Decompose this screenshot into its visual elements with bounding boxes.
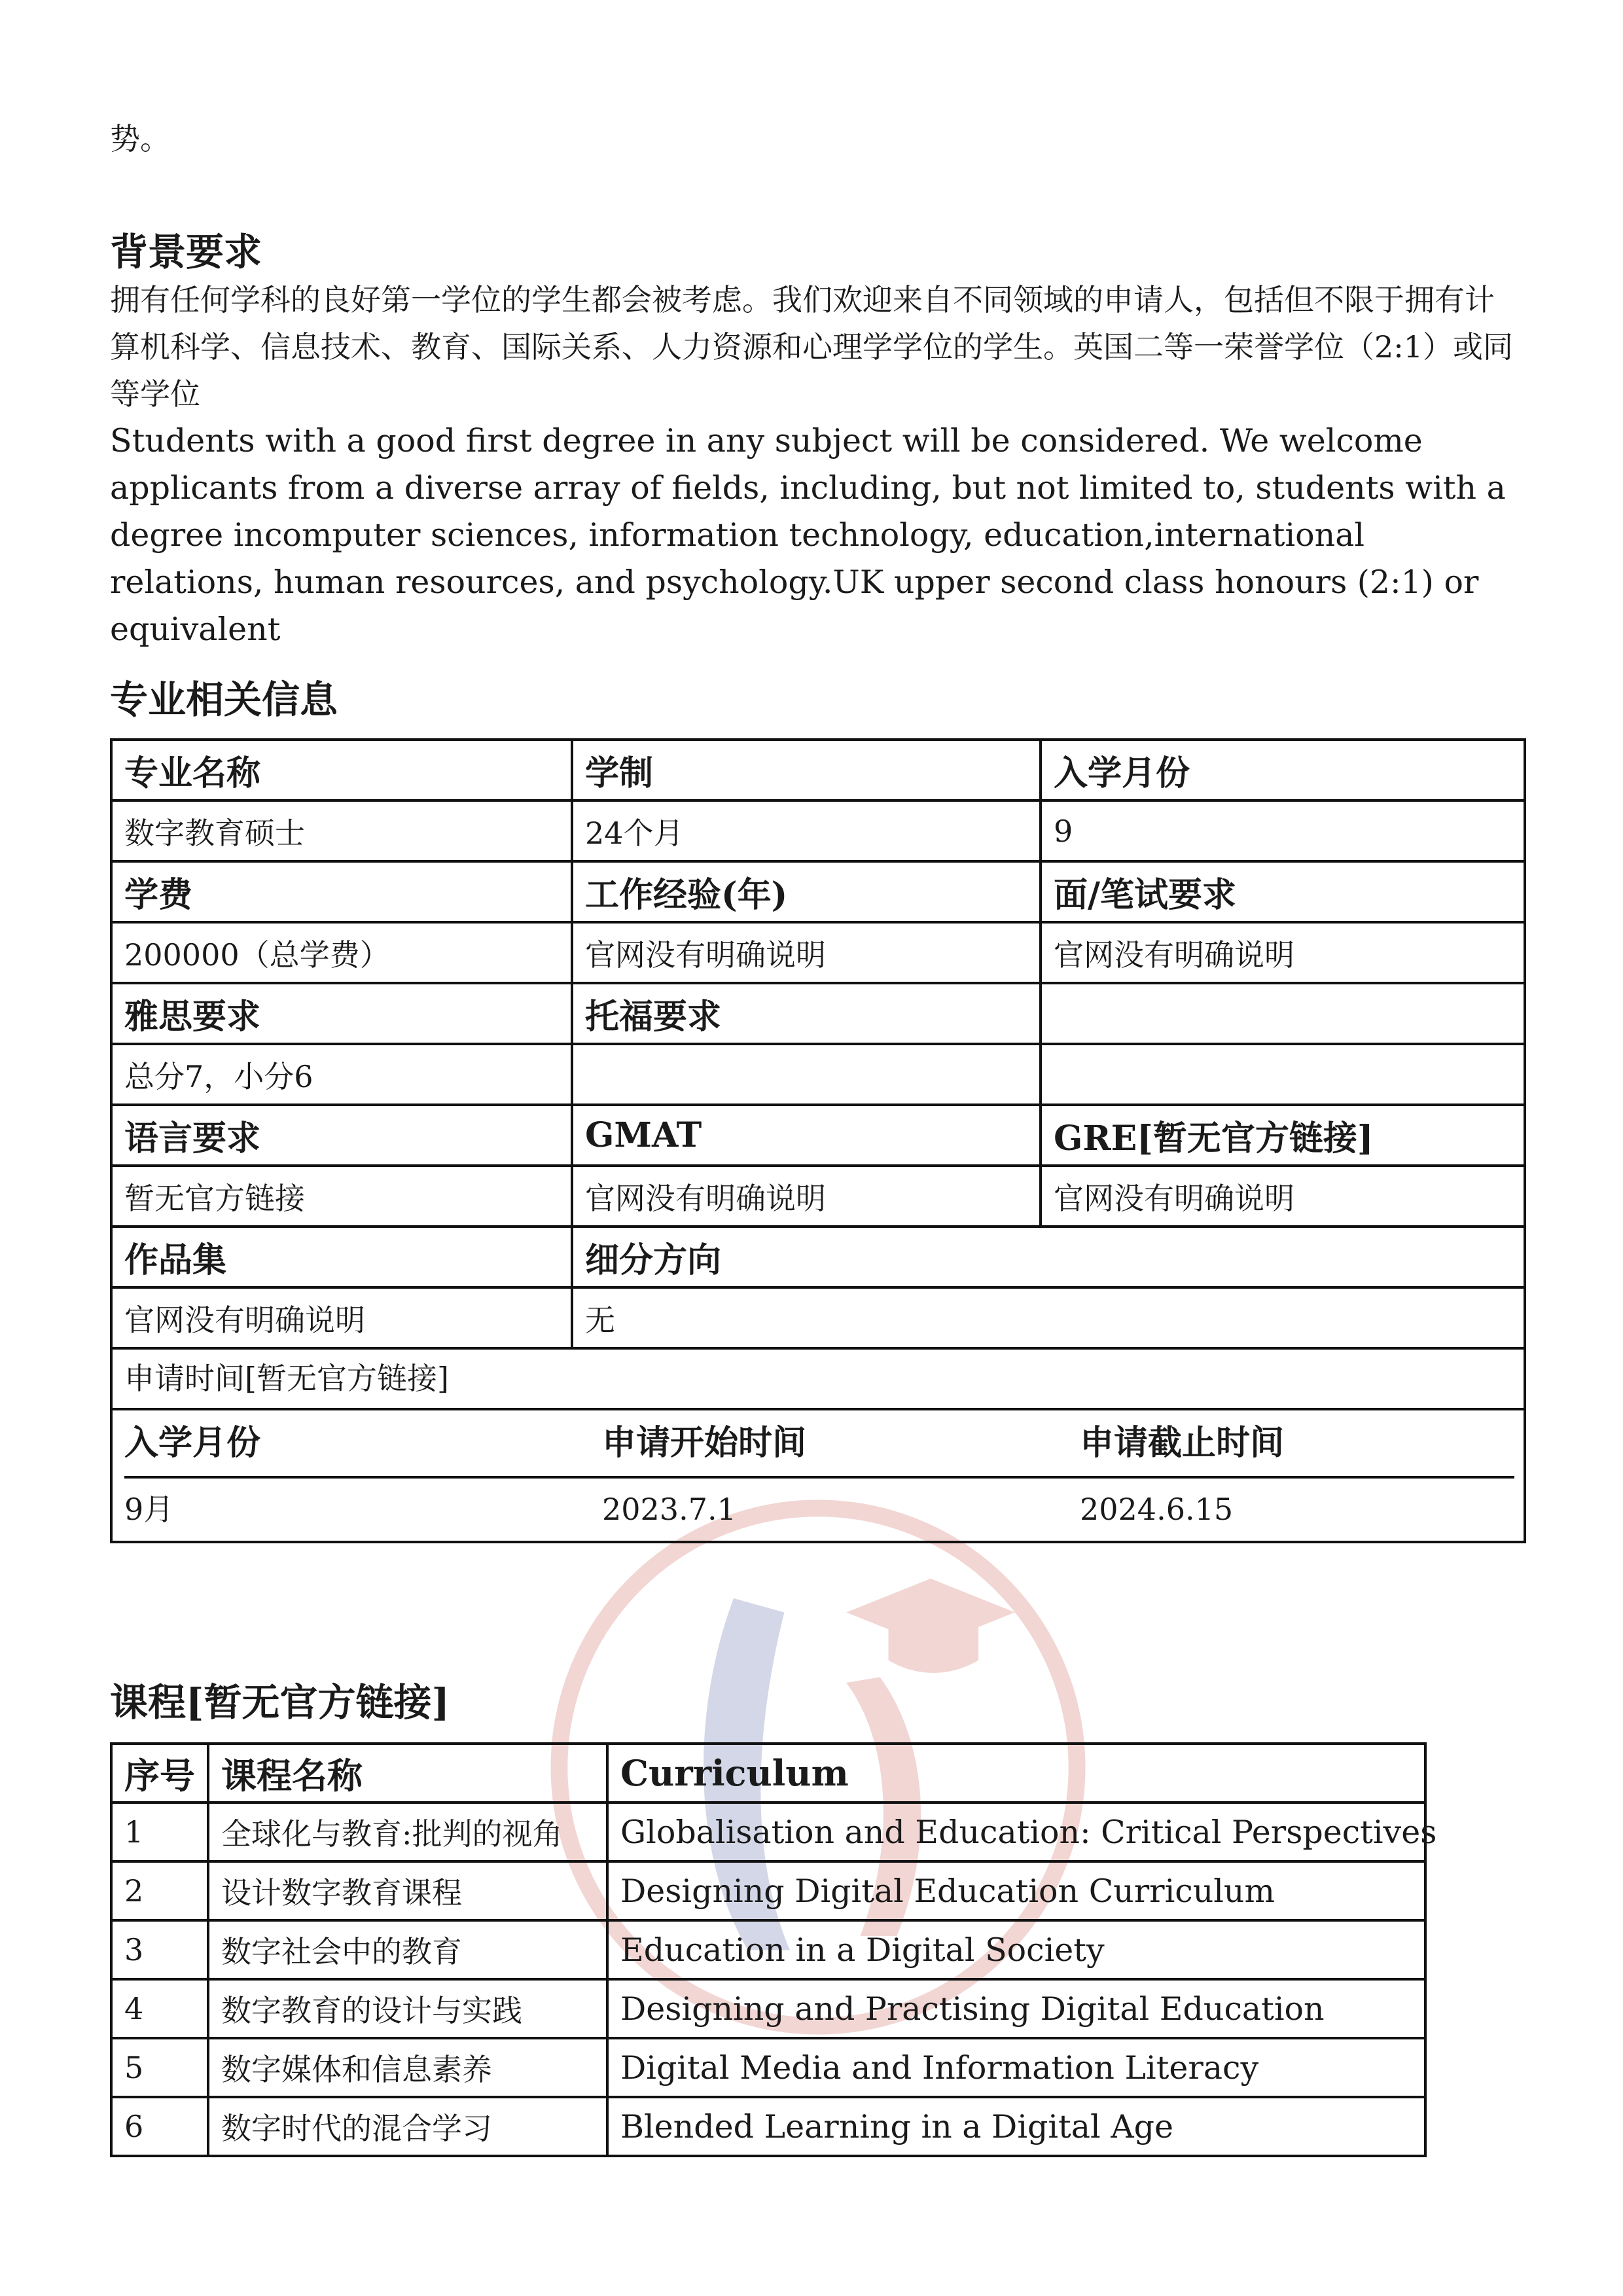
course-index: 1 [111,1803,208,1861]
apply-value: 2023.7.1 [602,1492,736,1527]
curriculum-header: 课程名称 [208,1744,607,1803]
course-name-cn: 设计数字教育课程 [208,1861,607,1920]
info-row [111,1044,1525,1105]
curriculum-header-row [111,1744,1425,1803]
apply-value: 9月 [124,1492,174,1527]
info-cell [1041,983,1525,1044]
course-name-en: Designing Digital Education Curriculum [607,1861,1425,1920]
info-row [111,1227,1525,1287]
course-index: 2 [111,1861,208,1920]
info-cell: 数字教育硕士 [111,800,572,861]
info-cell: 官网没有明确说明 [572,922,1041,983]
curriculum-row [111,1803,1425,1861]
info-row [111,1166,1525,1227]
info-row [111,1287,1525,1348]
info-cell [1041,1044,1525,1105]
info-row [111,922,1525,983]
info-cell [572,1044,1041,1105]
info-cell: 学制 [572,740,1041,800]
info-cell: 托福要求 [572,983,1041,1044]
background-heading: 背景要求 [110,230,262,274]
course-name-cn: 数字时代的混合学习 [208,2097,607,2156]
info-cell: 语言要求 [111,1105,572,1166]
curriculum-row [111,2038,1425,2097]
info-cell: 入学月份 [1041,740,1525,800]
apply-time-cell [111,1348,1525,1542]
course-name-cn: 数字媒体和信息素养 [208,2038,607,2097]
info-row [111,1105,1525,1166]
course-name-en: Digital Media and Information Literacy [607,2038,1425,2097]
apply-header: 入学月份 [124,1410,602,1479]
curriculum-header: 序号 [111,1744,208,1803]
info-cell: 面/笔试要求 [1041,861,1525,922]
course-name-en: Designing and Practising Digital Education [607,1979,1425,2038]
apply-time-row [111,1348,1525,1542]
info-row [111,983,1525,1044]
info-cell: 9 [1041,800,1525,861]
info-cell: GMAT [572,1105,1041,1166]
info-cell: 工作经验(年) [572,861,1041,922]
program-info-heading: 专业相关信息 [110,677,338,722]
info-cell: 官网没有明确说明 [1041,922,1525,983]
apply-header: 申请开始时间 [602,1410,1080,1479]
background-text-en: Students with a good first degree in any subject will be considered. We welcome applicants from a diverse array of fields, including, but not limited to, students with a degree incomputer sciences, information technology, education,international relations, human resources, and psychology.UK upper second class honours (2:1) or equivalent [110,422,1506,648]
info-row [111,861,1525,922]
program-info-table [110,738,1526,1543]
top-text-fragment: 势。 [110,121,170,156]
curriculum-table [110,1742,1437,2157]
info-cell: 总分7，小分6 [111,1044,572,1105]
info-cell: GRE[暂无官方链接] [1041,1105,1525,1166]
info-row [111,740,1525,800]
apply-value: 2024.6.15 [1080,1492,1234,1527]
course-name-cn: 全球化与教育:批判的视角 [208,1803,607,1861]
course-name-cn: 数字社会中的教育 [208,1920,607,1979]
curriculum-heading: 课程[暂无官方链接] [110,1680,450,1725]
info-cell: 学费 [111,861,572,922]
portfolio-label: 作品集 [111,1227,572,1287]
apply-time-title: 申请时间[暂无官方链接] [113,1350,1524,1410]
background-text-cn: 拥有任何学科的良好第一学位的学生都会被考虑。我们欢迎来自不同领域的申请人，包括但不限于拥有计算机科学、信息技术、教育、国际关系、人力资源和心理学学位的学生。英国二等一荣誉学位（2:1）或同等学位 [110,282,1514,412]
info-cell: 暂无官方链接 [111,1166,572,1227]
portfolio-value: 官网没有明确说明 [111,1287,572,1348]
course-name-cn: 数字教育的设计与实践 [208,1979,607,2038]
info-cell: 24个月 [572,800,1041,861]
info-cell: 雅思要求 [111,983,572,1044]
info-row [111,800,1525,861]
course-index: 3 [111,1920,208,1979]
course-index: 5 [111,2038,208,2097]
sub-direction-value: 无 [572,1287,1525,1348]
sub-direction-label: 细分方向 [572,1227,1525,1287]
curriculum-row [111,2097,1425,2156]
apply-time-grid [113,1410,1524,1541]
course-index: 6 [111,2097,208,2156]
curriculum-row [111,1861,1425,1920]
info-cell: 官网没有明确说明 [572,1166,1041,1227]
course-name-en: Blended Learning in a Digital Age [607,2097,1425,2156]
course-name-en: Globalisation and Education: Critical Perspectives [607,1803,1425,1861]
curriculum-row [111,1920,1425,1979]
curriculum-row [111,1979,1425,2038]
info-cell: 官网没有明确说明 [1041,1166,1525,1227]
course-name-en: Education in a Digital Society [607,1920,1425,1979]
course-index: 4 [111,1979,208,2038]
curriculum-header: Curriculum [607,1744,1425,1803]
info-cell: 专业名称 [111,740,572,800]
info-cell: 200000（总学费） [111,922,572,983]
apply-header: 申请截止时间 [1080,1410,1514,1479]
